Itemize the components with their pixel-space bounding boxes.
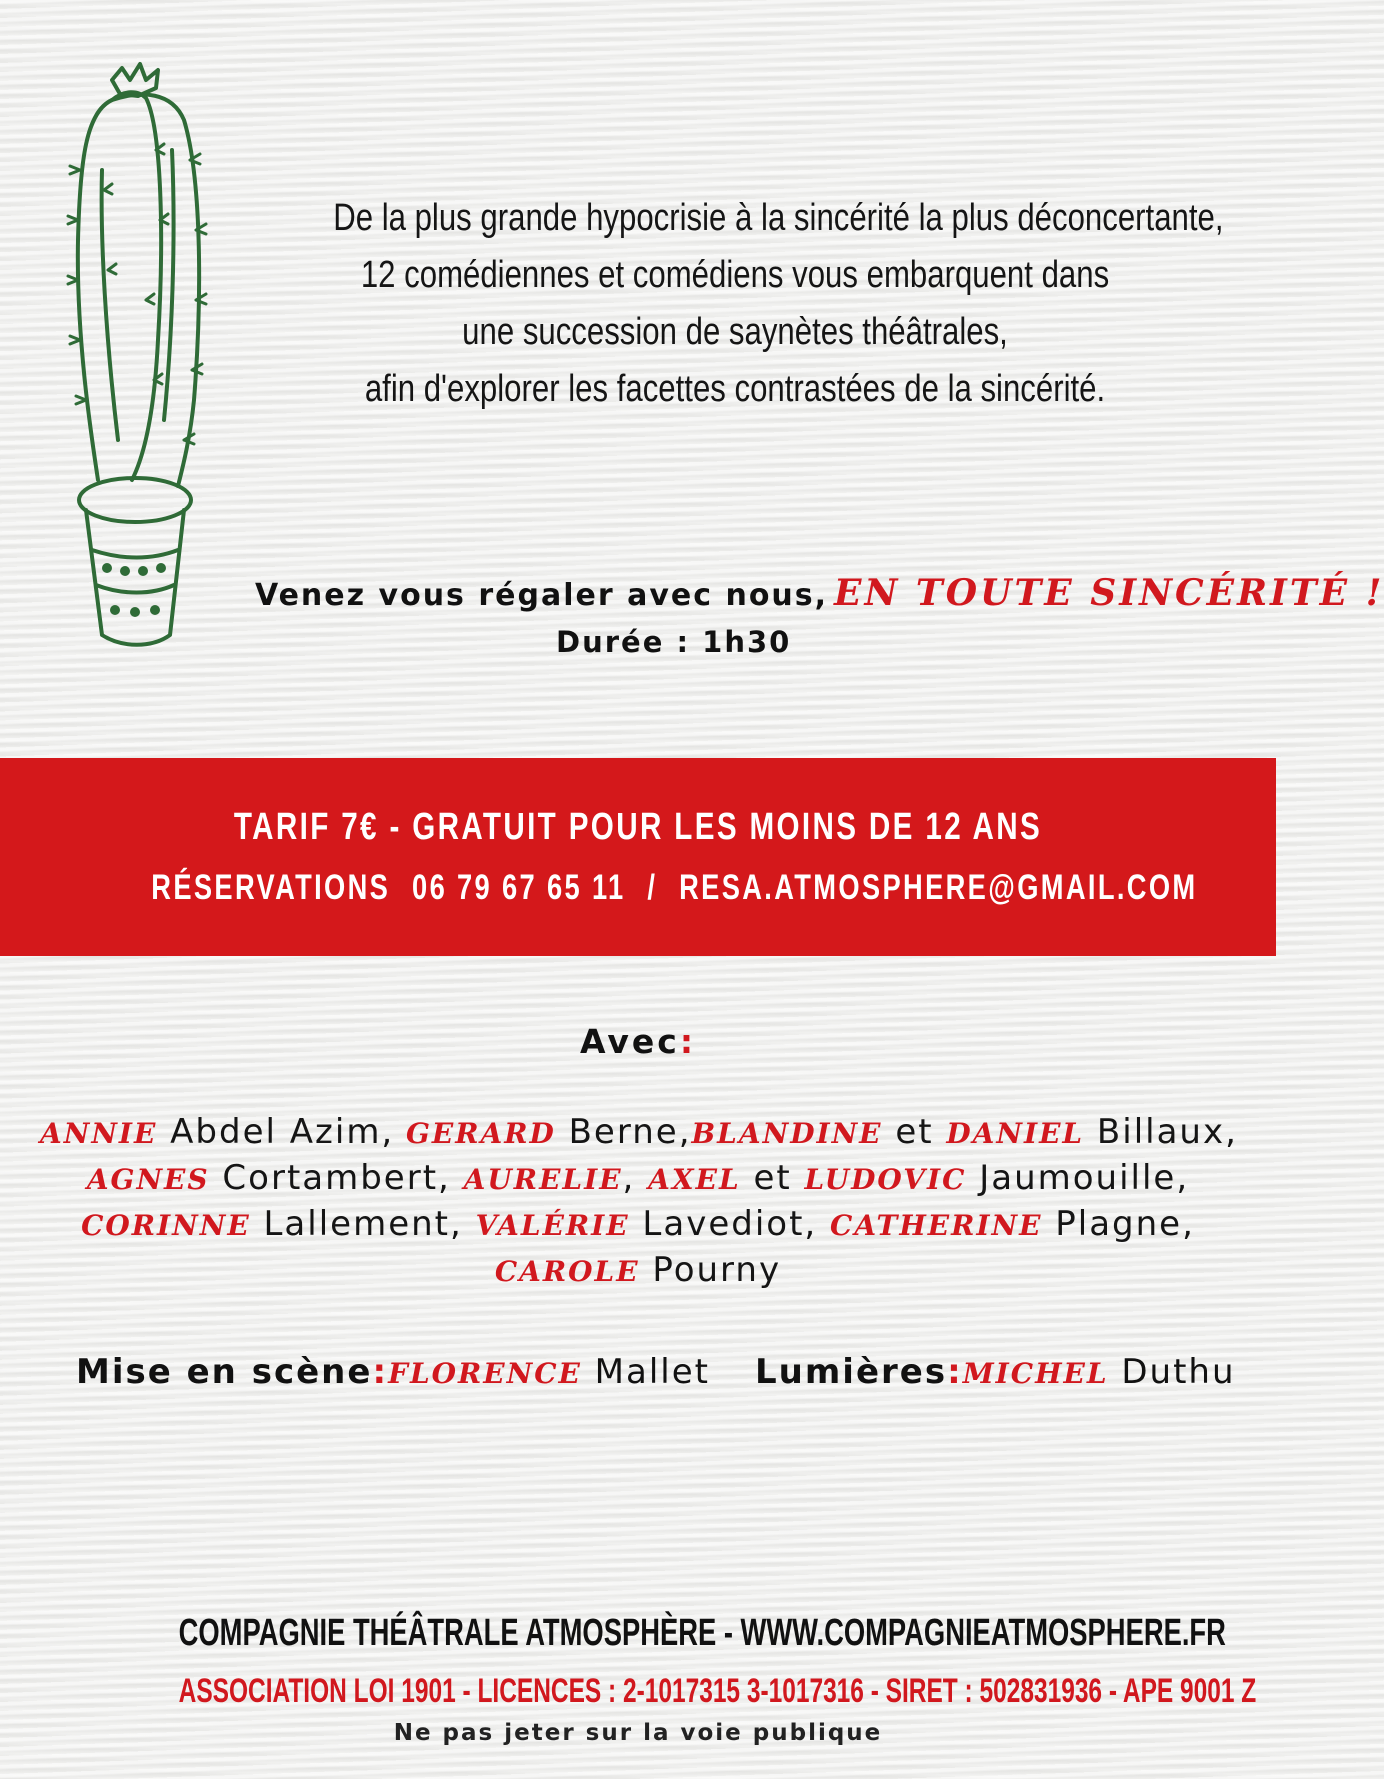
last-name: Pourny — [639, 1250, 782, 1290]
director-colon: : — [372, 1352, 389, 1392]
first-name: VALÉRIE — [475, 1209, 630, 1242]
company-line: COMPAGNIE THÉÂTRALE ATMOSPHÈRE - WWW.COMPAGNIEATMOSPHERE.FR — [178, 1612, 1226, 1654]
intro-line: De la plus grande hypocrisie à la sincérité la plus déconcertante, — [333, 197, 1224, 239]
lighting-colon: : — [947, 1352, 963, 1392]
cast-list — [40, 1110, 1236, 1294]
director-first-name: FLORENCE — [388, 1357, 582, 1390]
legal-line: ASSOCIATION LOI 1901 - LICENCES : 2-1017315 3-1017316 - SIRET : 502831936 - APE 9001 Z — [178, 1672, 1257, 1710]
first-name: ANNIE — [40, 1117, 158, 1150]
first-name: CORINNE — [81, 1209, 251, 1242]
duration: Durée : 1h30 — [556, 625, 792, 659]
last-name: Jaumouille, — [966, 1158, 1190, 1198]
first-name: CAROLE — [494, 1255, 640, 1288]
last-name: Lavediot, — [629, 1204, 831, 1244]
first-name: CATHERINE — [830, 1209, 1043, 1242]
intro-paragraph — [333, 190, 1224, 418]
cast-heading-label: Avec — [579, 1022, 680, 1061]
last-name: Plagne, — [1042, 1204, 1195, 1244]
last-name: et — [882, 1112, 947, 1152]
last-name: Abdel Azim, — [157, 1112, 395, 1152]
cast-line — [40, 1110, 1236, 1156]
first-name: AGNES — [86, 1163, 210, 1196]
last-name: Billaux, — [1084, 1112, 1238, 1152]
lighting-last-name: Duthu — [1108, 1352, 1236, 1392]
last-name: , — [622, 1158, 649, 1198]
invitation-text: Venez vous régaler avec nous, — [255, 578, 829, 613]
price-text: TARIF 7€ - GRATUIT POUR LES MOINS DE 12 ANS — [233, 806, 1043, 848]
cast-heading-colon: : — [679, 1022, 697, 1061]
director-label: Mise en scène — [76, 1352, 373, 1392]
separator: / — [647, 868, 658, 907]
first-name: LUDOVIC — [804, 1163, 967, 1196]
last-name: Cortambert, — [209, 1158, 464, 1198]
last-name: Berne, — [555, 1112, 692, 1152]
invitation-line — [255, 572, 1384, 614]
first-name: AXEL — [648, 1163, 741, 1196]
cast-heading — [0, 1022, 1276, 1061]
director-credit — [76, 1352, 710, 1392]
cast-line — [40, 1202, 1236, 1248]
intro-line: une succession de saynètes théâtrales, — [462, 311, 1008, 353]
first-name: BLANDINE — [691, 1117, 883, 1150]
first-name: GERARD — [394, 1117, 556, 1150]
email-link[interactable]: RESA.ATMOSPHERE@GMAIL.COM — [679, 868, 1198, 907]
lighting-label: Lumières — [755, 1352, 948, 1392]
disposal-notice: Ne pas jeter sur la voie publique — [393, 1720, 883, 1746]
lighting-credit — [755, 1352, 1236, 1392]
reservation-line — [140, 868, 1198, 908]
cast-line — [40, 1156, 1236, 1202]
first-name: DANIEL — [946, 1117, 1085, 1150]
director-last-name: Mallet — [581, 1352, 710, 1392]
pricing-banner — [0, 758, 1276, 956]
intro-line: afin d'explorer les facettes contrastées de la sincérité. — [364, 368, 1106, 410]
cast-line — [40, 1248, 1236, 1294]
first-name: AURELIE — [463, 1163, 623, 1196]
last-name: et — [740, 1158, 805, 1198]
lighting-first-name: MICHEL — [962, 1357, 1109, 1390]
reservation-label: RÉSERVATIONS — [151, 868, 391, 907]
cactus-illustration-icon — [72, 40, 242, 660]
phone-number[interactable]: 06 79 67 65 11 — [412, 868, 626, 907]
intro-line: 12 comédiennes et comédiens vous embarquent dans — [360, 254, 1110, 296]
tagline-accent: EN TOUTE SINCÉRITÉ ! — [834, 572, 1384, 614]
last-name: Lallement, — [250, 1204, 476, 1244]
